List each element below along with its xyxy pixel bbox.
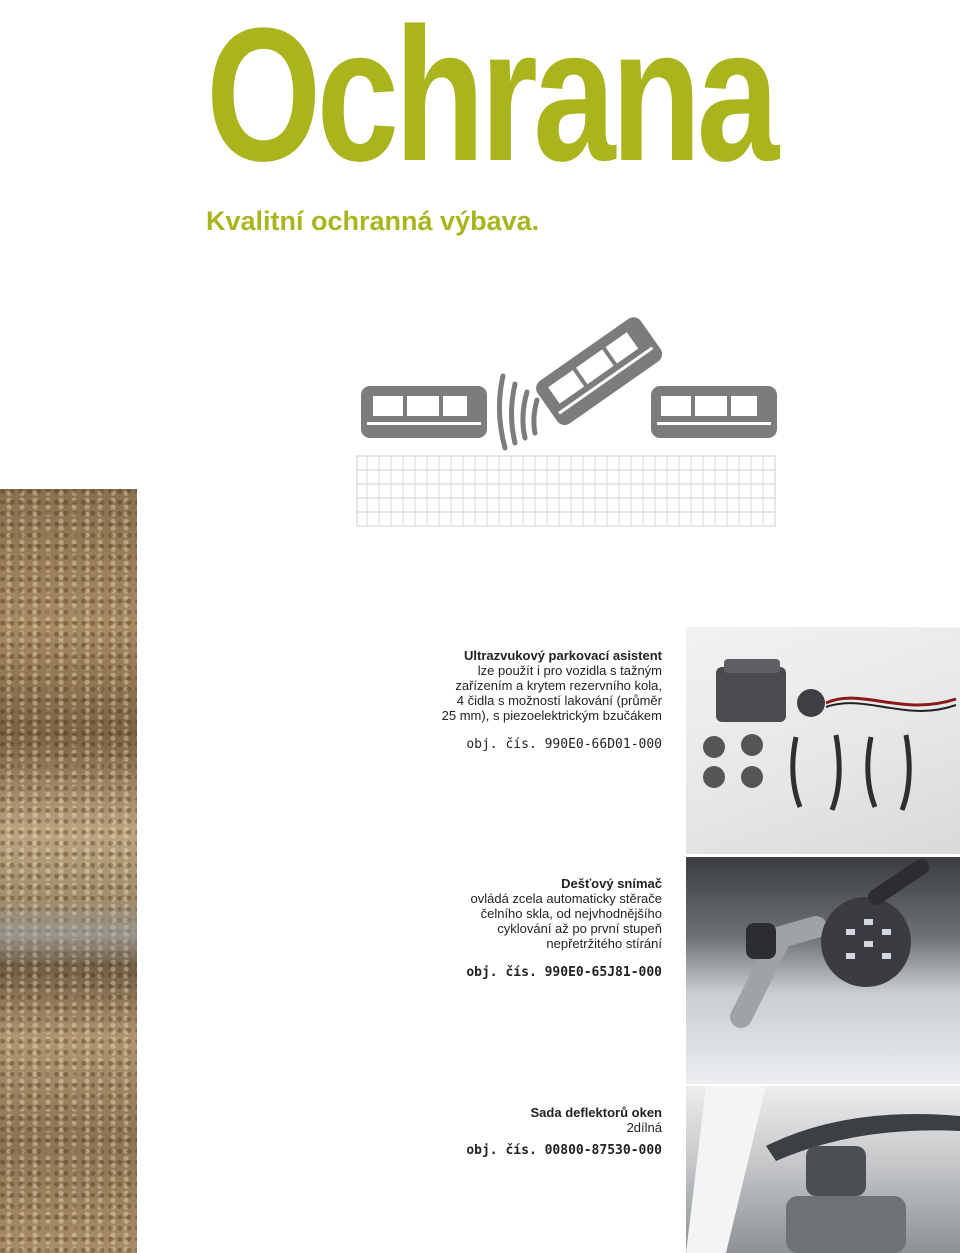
gravel-photo [0,489,137,1253]
parking-sensor-diagram [355,316,785,531]
product-desc-line: nepřetržitého stírání [546,936,662,951]
sensor-waves-icon [499,376,537,448]
product-desc-line: 2dílná [626,1120,662,1135]
rain-sensor-photo [686,857,960,1084]
product-desc-line: 25 mm), s piezoelektrickým bzučákem [441,708,662,723]
product-desc-line: lze použít i pro vozidla s tažným [477,663,662,678]
product-title: Dešťový snímač [561,876,662,891]
car-icon [533,316,666,429]
product-desc-line: zařízením a krytem rezervního kola, [455,678,662,693]
parking-sensor-kit-photo [686,627,960,854]
product-desc-line: 4 čidla s možností lakování (průměr [456,693,662,708]
product-parking-assist [380,648,662,752]
product-order-number: obj. čís. 00800-87530-000 [466,1143,662,1158]
product-desc-line: cyklování až po první stupeň [497,921,662,936]
product-order-number: obj. čís. 990E0-65J81-000 [466,965,662,980]
product-desc-line: ovládá zcela automaticky stěrače [470,891,662,906]
product-order-number: obj. čís. 990E0-66D01-000 [466,737,662,752]
window-deflector-photo [686,1086,960,1253]
product-window-deflectors [380,1105,662,1158]
page-subtitle: Kvalitní ochranná výbava. [206,206,540,236]
product-title: Ultrazvukový parkovací asistent [464,648,662,663]
product-rain-sensor [380,876,662,980]
page-title: Ochrana [206,0,775,201]
car-icon [361,386,487,438]
car-icon [651,386,777,438]
product-title: Sada deflektorů oken [530,1105,662,1120]
product-desc-line: čelního skla, od nejvhodnějšího [480,906,662,921]
